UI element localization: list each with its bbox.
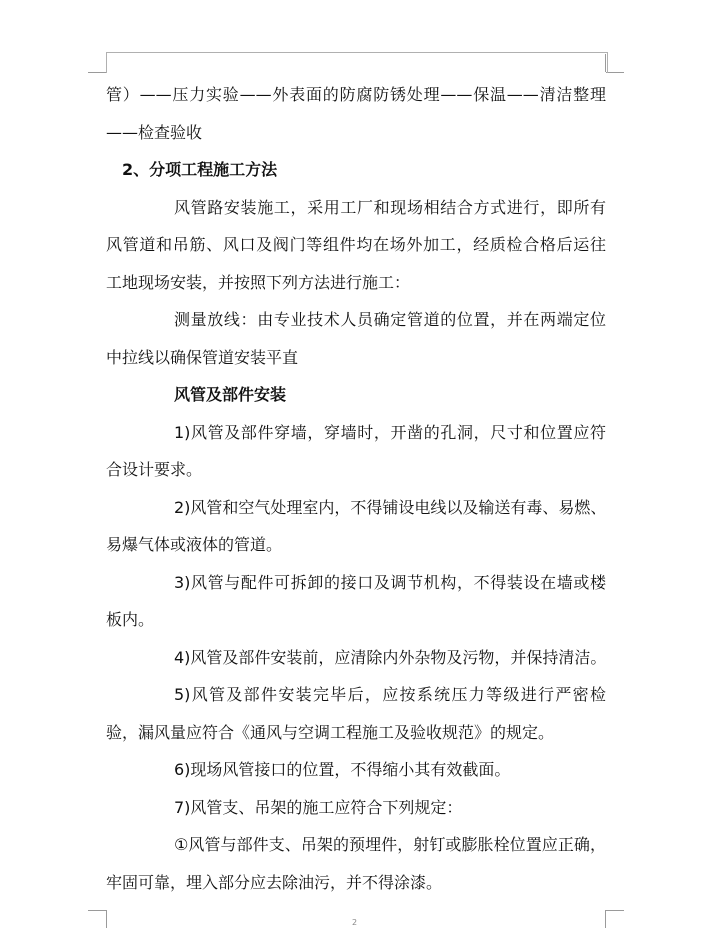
header-margin-guide [106,52,608,73]
document-body [106,76,606,901]
text-line: 中拉线以确保管道安装平直 [106,347,299,367]
list-item-2: 2)风管和空气处理室内，不得铺设电线以及输送有毒、易燃、 [174,497,607,517]
sub-list-item-1: ①风管与部件支、吊架的预埋件，射钉或膨胀栓位置应正确， [174,835,606,854]
list-item-7: 7)风管支、吊架的施工应符合下列规定： [174,797,463,817]
paragraph-first-line: 测量放线：由专业技术人员确定管道的位置，并在两端定位 [174,310,606,329]
text-line: 风管道和吊筋、风口及阀门等组件均在场外加工，经质检合格后运往 [106,235,606,254]
list-item-5: 5)风管及部件安装完毕后，应按系统压力等级进行严密检 [174,685,606,704]
crop-mark-top-left-h [88,72,106,73]
text-line: 验，漏风量应符合《通风与空调工程施工及验收规范》的规定。 [106,722,555,742]
crop-mark-bottom-right-v [605,910,606,928]
list-item-3: 3)风管与配件可拆卸的接口及调节机构，不得装设在墙或楼 [174,572,606,592]
list-item-1: 1)风管及部件穿墙，穿墙时，开凿的孔洞，尺寸和位置应符 [174,422,606,442]
page-number: 2 [352,918,358,927]
text-line: 牢固可靠，埋入部分应去除油污，并不得涂漆。 [106,872,443,892]
section-heading: 2、分项工程施工方法 [122,160,278,179]
list-item-4: 4)风管及部件安装前，应清除内外杂物及污物，并保持清洁。 [174,647,607,667]
list-item-6: 6)现场风管接口的位置，不得缩小其有效截面。 [174,760,511,779]
text-line: 工地现场安装，并按照下列方法进行施工： [106,272,411,292]
paragraph-first-line: 风管路安装施工，采用工厂和现场相结合方式进行，即所有 [174,197,606,217]
crop-mark-top-right-h [606,72,624,73]
subsection-heading: 风管及部件安装 [174,385,287,404]
text-line: 易爆气体或液体的管道。 [106,535,283,554]
text-line: 板内。 [106,610,155,629]
crop-mark-bottom-right-h [606,910,624,911]
text-line: ——检查验收 [106,122,203,142]
text-line: 合设计要求。 [106,460,203,479]
crop-mark-bottom-left-v [106,910,107,928]
text-line: 管）——压力实验——外表面的防腐防锈处理——保温——清洁整理 [106,85,606,104]
crop-mark-bottom-left-h [88,910,106,911]
